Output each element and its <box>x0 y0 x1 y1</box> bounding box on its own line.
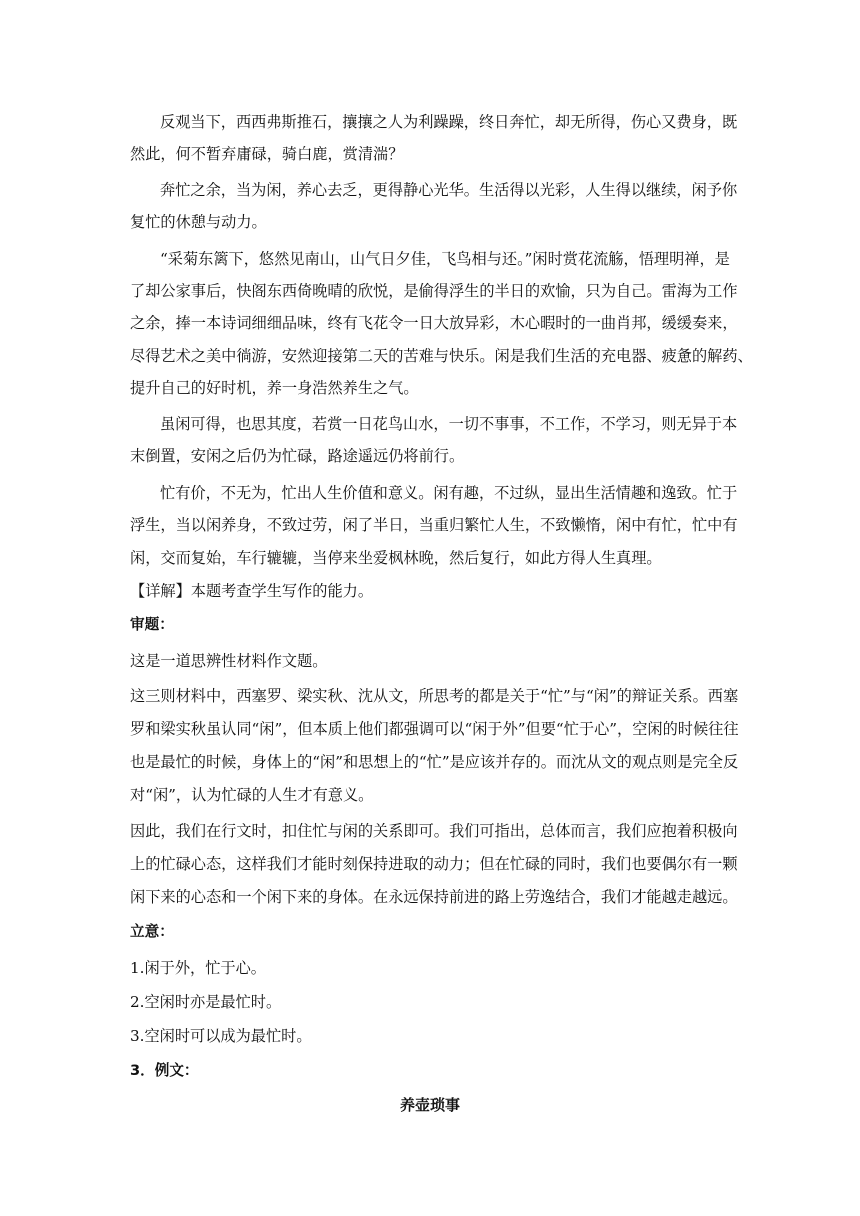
idea-item-1: 1.闲于外，忙于心。 <box>130 959 266 977</box>
essay-p1-line2: 然此，何不暂弃庸碌，骑白鹿，赏清湍？ <box>130 145 404 163</box>
essay-p2-line2: 复忙的休憩与动力。 <box>130 213 267 231</box>
review-p3-line1: 因此，我们在行文时，扣住忙与闲的关系即可。我们可指出，总体而言，我们应抱着积极向 <box>130 822 738 840</box>
idea-heading: 立意： <box>130 923 174 940</box>
review-p2-line3: 也是最忙的时候，身体上的“闲”和思想上的“忙”是应该并存的。而沈从文的观点则是完全反 <box>130 753 739 771</box>
review-p2-line1: 这三则材料中，西塞罗、梁实秋、沈从文，所思考的都是关于“忙”与“闲”的辩证关系。西塞 <box>130 687 739 705</box>
essay-p2-line1: 奔忙之余，当为闲，养心去乏，更得静心光华。生活得以光彩，人生得以继续，闲予你 <box>160 181 738 199</box>
review-p2-line4: 对“闲”，认为忙碌的人生才有意义。 <box>130 786 374 804</box>
essay-p3-line1: “采菊东篱下，悠然见南山，山气日夕佳，飞鸟相与还。”闲时赏花流觞，悟理明禅，是 <box>160 250 730 268</box>
essay-p3-line2: 了却公家事后，快阁东西倚晚晴的欣悦，是偷得浮生的半日的欢愉，只为自己。雷海为工作 <box>130 282 738 300</box>
example-heading: 3．例文： <box>130 1062 199 1079</box>
essay-p3-line3: 之余，捧一本诗词细细品味，终有飞花令一日大放异彩，木心暇时的一曲肖邦，缓缓奏来， <box>130 314 738 332</box>
essay-p4-line1: 虽闲可得，也思其度，若赏一日花鸟山水，一切不事事，不工作，不学习，则无异于本 <box>160 415 738 433</box>
essay-p3-line5: 提升自己的好时机，养一身浩然养生之气。 <box>130 379 419 397</box>
review-p3-line3: 闲下来的心态和一个闲下来的身体。在永远保持前进的路上劳逸结合，我们才能越走越远。 <box>130 888 738 906</box>
essay-p3-line4: 尽得艺术之美中徜游，安然迎接第二天的苦难与快乐。闲是我们生活的充电器、疲惫的解药、 <box>130 347 753 365</box>
essay-p5-line1: 忙有价，不无为，忙出人生价值和意义。闲有趣，不过纵，显出生活情趣和逸致。忙于 <box>160 484 738 502</box>
essay-p5-line2: 浮生，当以闲养身，不致过劳，闲了半日，当重归繁忙人生，不致懒惰，闲中有忙，忙中有 <box>130 516 738 534</box>
review-p2-line2: 罗和梁实秋虽认同“闲”，但本质上他们都强调可以“闲于外”但要“忙于心”，空闲的时候往往 <box>130 720 739 738</box>
essay-p5-line3: 闲，交而复始，车行辘辘，当停来坐爱枫林晚，然后复行，如此方得人生真理。 <box>130 549 662 567</box>
idea-item-3: 3.空闲时可以成为最忙时。 <box>130 1027 312 1045</box>
essay-p4-line2: 末倒置，安闲之后仍为忙碌，路途遥远仍将前行。 <box>130 447 465 465</box>
example-essay-title: 养壶琐事 <box>399 1096 460 1114</box>
essay-p1-line1: 反观当下，西西弗斯推石，攘攘之人为利躁躁，终日奔忙，却无所得，伤心又费身，既 <box>160 113 738 131</box>
detail-line: 【详解】本题考查学生写作的能力。 <box>130 582 373 600</box>
review-p3-line2: 上的忙碌心态，这样我们才能时刻保持进取的动力；但在忙碌的同时，我们也要偶尔有一颗 <box>130 855 738 873</box>
review-p1: 这是一道思辨性材料作文题。 <box>130 652 328 670</box>
review-heading: 审题： <box>130 616 174 633</box>
idea-item-2: 2.空闲时亦是最忙时。 <box>130 993 282 1011</box>
